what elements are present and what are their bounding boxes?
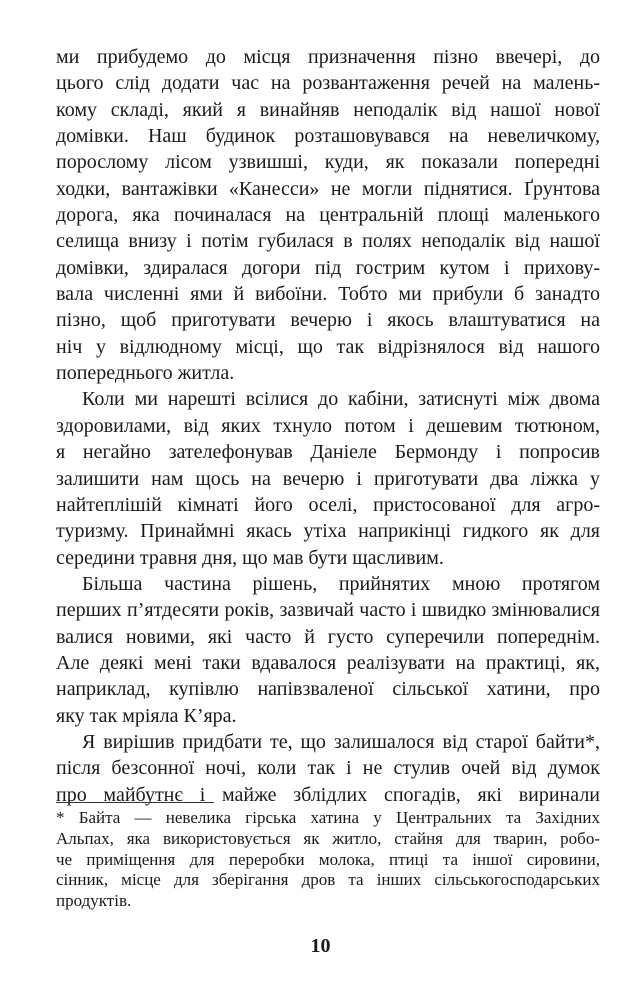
text-line: найтеплішій кімнаті його оселі, пристосованої для агро- (56, 493, 600, 516)
text-line: я негайно зателефонував Даніеле Бермонду і попросив (56, 441, 600, 464)
text-line: наприклад, купівлю напівзваленої сільської хатини, про (56, 678, 600, 701)
text-line-part: перших п’ятдесяти років, зазвичай часто і швидко змінювалися (56, 599, 600, 622)
text-line: селища внизу і потім губилася в полях неподалік від нашої (56, 230, 600, 253)
text-line: ніч у відлюдному місці, що так відрізнялося від нашого (56, 335, 600, 358)
text-line: порослому лісом узвишші, куди, як показали попередні (56, 151, 600, 174)
text-line: дорога, яка починалася на центральній площі маленького (56, 204, 600, 227)
text-line: залишити нам щось на вечерю і приготувати два ліжка у (56, 467, 600, 490)
text-line (56, 597, 600, 623)
text-line: Я вирішив придбати те, що залишалося від старої байти*, (82, 730, 600, 753)
footnote-line: сінник, місце для зберігання дров та інших сільськогосподарських (56, 870, 600, 890)
text-line: вала численні ями й вибоїни. Тобто ми прибули б занадто (56, 283, 600, 306)
text-line: Коли ми нарешті всілися до кабіни, затиснуті між двома (82, 388, 600, 411)
text-line: домівки, здиралася догори під гострим кутом і прихову- (56, 256, 600, 279)
text-line: цього слід додати час на розвантаження речей на малень- (56, 72, 600, 95)
text-line: яку так мріяла К’яра. (56, 704, 237, 727)
text-line: ходки, вантажівки «Канесси» не могли піднятися. Ґрунтова (56, 177, 600, 200)
footnote-line: че приміщення для переробки молока, птиці та іншої сировини, (56, 849, 600, 869)
footnote-divider (56, 802, 214, 803)
text-line: валися новими, які часто й густо суперечили попереднім. (56, 625, 600, 648)
text-line: туризму. Принаймні якась утіха наприкінці гидкого як для (56, 520, 600, 543)
text-line: Але деякі мені таки вдавалося реалізувати на практиці, як, (56, 651, 600, 674)
text-line: Більша частина рішень, прийнятих мною протягом (82, 572, 600, 595)
text-line: кому складі, який я винайняв неподалік від нашої нової (56, 98, 600, 121)
text-line: ми прибудемо до місця призначення пізно ввечері, до (56, 46, 600, 68)
text-line: пізно, щоб приготувати вечерю і якось влаштуватися на (56, 309, 600, 332)
text-line: попереднього житла. (56, 362, 235, 385)
text-line: про майбутнє і майже зблідлих спогадів, які виринали (56, 783, 600, 806)
page-number: 10 (310, 935, 331, 957)
footnote-line: * Байта — невелика гірська хатина у Центральних та Західних (56, 808, 600, 827)
footnote-line: Альпах, яка використовується як житло, стайня для тварин, робо- (56, 828, 600, 848)
footnote (56, 808, 600, 912)
text-line: здоровилами, від яких тхнуло потом і дешевим тютюном, (56, 414, 600, 437)
text-line: домівки. Наш будинок розташовувався на невеличкому, (56, 125, 600, 148)
main-text (56, 44, 600, 808)
text-line: середини травня дня, що мав бути щасливим. (56, 546, 444, 569)
footnote-line: продуктів. (56, 891, 132, 911)
text-line: після безсонної ночі, коли так і не стулив очей від думок (56, 757, 600, 780)
